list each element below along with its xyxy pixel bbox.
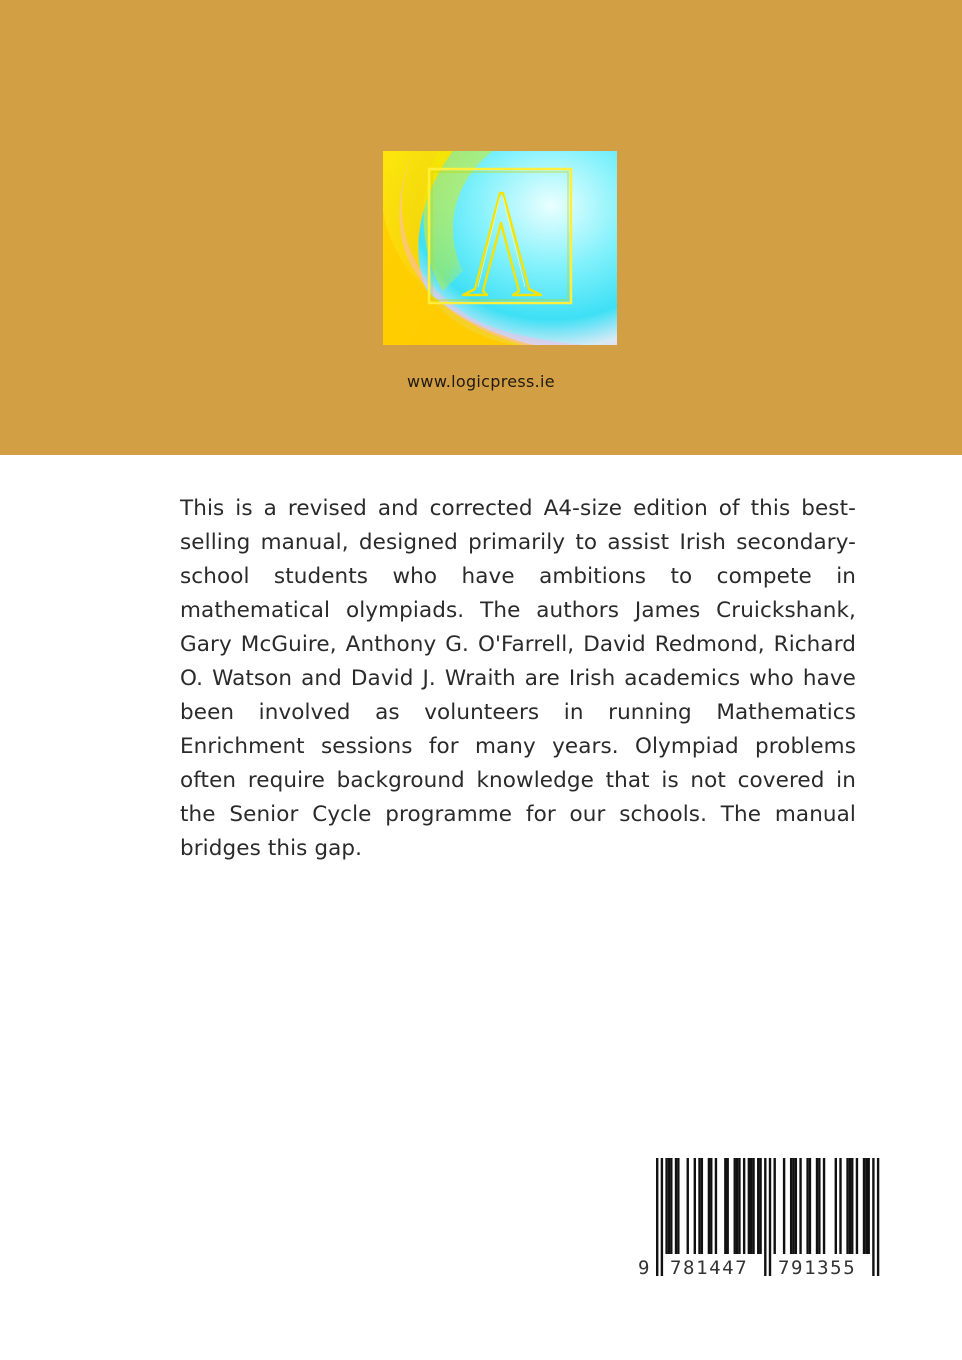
barcode-bar (872, 1158, 874, 1276)
barcode-bar (715, 1158, 717, 1254)
barcode-bar (863, 1158, 865, 1254)
barcode-bar (656, 1158, 658, 1276)
barcode-bar (727, 1158, 729, 1254)
barcode-bar (752, 1158, 754, 1254)
barcode-bar (769, 1158, 771, 1276)
barcode-bar (759, 1158, 761, 1254)
barcode-bar (790, 1158, 792, 1254)
barcode-bar (835, 1158, 837, 1254)
barcode-bar (865, 1158, 867, 1254)
back-cover-blurb (180, 492, 856, 866)
barcode-bar (710, 1158, 712, 1254)
barcode-bar (783, 1158, 785, 1254)
barcode-bar (851, 1158, 853, 1254)
barcode-bar (738, 1158, 740, 1254)
barcode-bar (701, 1158, 703, 1254)
barcode-bar (846, 1158, 848, 1254)
barcode-bar (809, 1158, 811, 1254)
barcode-bar (724, 1158, 726, 1254)
barcode-bar (661, 1158, 663, 1276)
barcode-bar (677, 1158, 679, 1254)
barcode-bar (734, 1158, 736, 1254)
barcode-bar (694, 1158, 696, 1254)
barcode-bar (748, 1158, 750, 1254)
barcode-bar (774, 1158, 776, 1254)
blurb-paragraph: This is a revised and corrected A4-size edition of this best-selling manual, designed primarily to assist Irish secondary-school students who have ambitions to compete in mathematical olympiads. The authors James Cruickshank, Gary McGuire, Anthony G. O'Farrell, David Redmond, Richard O. Watson and David J. Wraith are Irish academics who have been involved as volunteers in running Mathematics Enrichment sessions for many years. Olympiad problems often require background knowledge that is not covered in the Senior Cycle programme for our schools. The manual bridges this gap. (180, 496, 856, 861)
barcode-bar (792, 1158, 794, 1254)
barcode-bar (839, 1158, 841, 1254)
barcode-bar (687, 1158, 689, 1254)
barcode-left-digits: 781447 (670, 1257, 749, 1279)
barcode-bar (757, 1158, 759, 1254)
logicpress-lambda-logo-icon (383, 151, 617, 345)
barcode-bar (799, 1158, 801, 1254)
barcode-bar (670, 1158, 672, 1254)
isbn-barcode (636, 1158, 882, 1280)
barcode-bar (764, 1158, 766, 1276)
barcode-bar (806, 1158, 808, 1254)
website-url: www.logicpress.ie (407, 372, 555, 391)
barcode-bar (823, 1158, 825, 1254)
publisher-website (0, 372, 962, 391)
barcode-bar (868, 1158, 870, 1254)
barcode-bar (668, 1158, 670, 1254)
barcode-bar (665, 1158, 667, 1254)
barcode-bar (750, 1158, 752, 1254)
barcode-bar (816, 1158, 818, 1254)
barcode-bar (795, 1158, 797, 1254)
barcode-bar (877, 1158, 879, 1276)
barcode-right-digits: 791355 (778, 1257, 857, 1279)
barcode-bar (856, 1158, 858, 1254)
barcode-bar (849, 1158, 851, 1254)
barcode-bar (743, 1158, 745, 1254)
barcode-bar (698, 1158, 700, 1254)
cover-top-band (0, 0, 962, 455)
barcode-bar (675, 1158, 677, 1254)
barcode-prefix-digit: 9 (638, 1257, 650, 1279)
barcode-bar (818, 1158, 820, 1254)
barcode-bar (708, 1158, 710, 1254)
barcode-bar (736, 1158, 738, 1254)
